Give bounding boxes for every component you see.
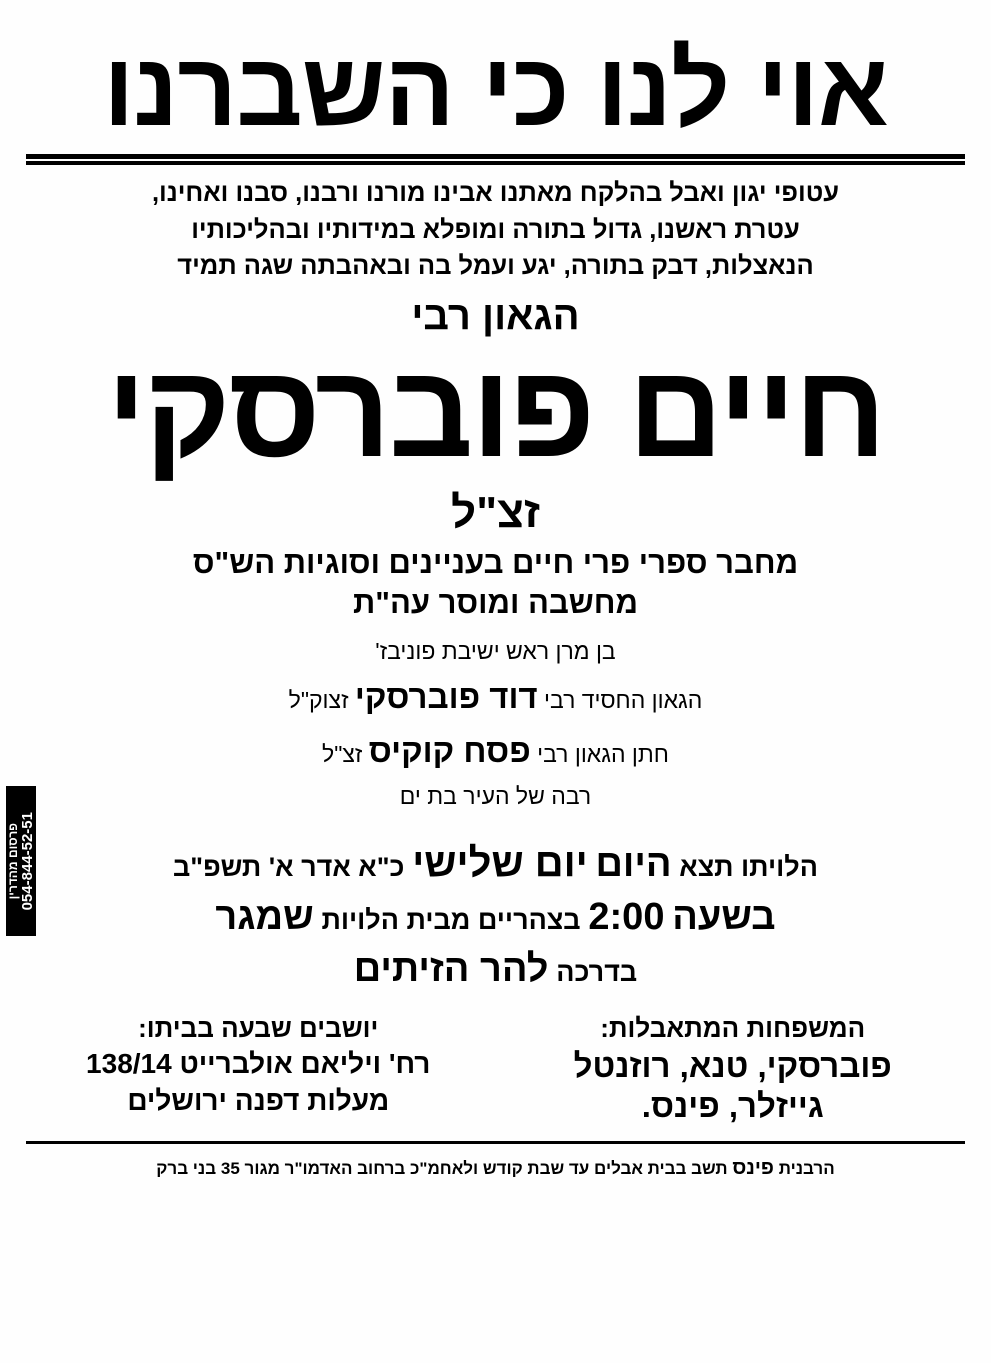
funeral-line-3 [26, 943, 965, 995]
footer-note [26, 1144, 965, 1183]
funeral-time: 2:00 [588, 895, 665, 938]
lineage-father-prefix: הגאון החסיד רבי [544, 687, 703, 714]
mourning-families-line-1: פוברסקי, טנא, רוזנטל [573, 1047, 892, 1085]
funeral-line-1 [26, 836, 965, 891]
footer-rest: תשב בבית אבלים עד שבת קודש ולאחמ"כ ברחוב האדמו"ר מגור 35 בני ברק [156, 1158, 728, 1178]
title-prefix: הגאון רבי [411, 294, 580, 339]
funeral-hall-prefix: בצהריים מבית הלויות [321, 904, 581, 935]
lineage-father-in-law-name: פסח קוקיס [368, 731, 531, 769]
funeral-date: כ"א אדר א' תשפ"ב [173, 851, 405, 882]
funeral-line-1-prefix: הלויתו תצא [679, 851, 818, 882]
page-title: אוי לנו כי השברנו [103, 32, 888, 148]
divider-double-rule [26, 154, 965, 165]
lineage-father-suffix: זצוק"ל [288, 687, 349, 714]
publisher-label: פרסום מהדרין [6, 822, 20, 900]
funeral-time-prefix: בשעה [672, 895, 776, 938]
lineage-father-in-law [26, 726, 965, 776]
funeral-hall: שמגר [215, 895, 314, 938]
shiva-address [26, 1046, 491, 1119]
mourning-families-line-2: גייזלר, פינס. [641, 1087, 824, 1125]
funeral-details [26, 836, 965, 996]
footer-prefix: הרבנית [778, 1158, 835, 1178]
funeral-destination: להר הזיתים [353, 948, 549, 991]
funeral-today: היום [595, 842, 672, 885]
funeral-day: יום שלישי [412, 840, 588, 885]
intro-line-3: הנאצלות, דבק בתורה, יגע ועמל בה ובאהבתה שגה תמיד [177, 251, 814, 280]
books-line-1: מחבר ספרי פרי חיים בעניינים וסוגיות הש"ס [192, 545, 799, 581]
mourning-families-column [501, 1012, 966, 1127]
lineage-father-name: דוד פוברסקי [354, 678, 538, 716]
bottom-columns [26, 1012, 965, 1127]
footer-name: פינס [732, 1156, 774, 1179]
intro-line-2: עטרת ראשנו, גדול בתורה ומופלא במידותיו ובהליכותיו [191, 215, 800, 244]
lineage-father-intro: בן מרן ראש ישיבת פוניבז' [375, 637, 616, 664]
honorific-zatzal: זצ"ל [451, 487, 540, 537]
shiva-header: יושבים שבעה בביתו: [138, 1012, 379, 1043]
mourning-families-header: המשפחות המתאבלות: [600, 1012, 866, 1043]
lineage-father-in-law-role: רבה של העיר בת ים [399, 783, 592, 810]
lineage-block [26, 634, 965, 814]
intro-text [26, 175, 965, 284]
shiva-address-line-1: רח' ויליאם אולברייט 138/14 [86, 1048, 431, 1080]
lineage-father [26, 672, 965, 722]
funeral-line-2 [26, 891, 965, 943]
lineage-father-in-law-suffix: זצ"ל [322, 740, 363, 767]
shiva-address-line-2: מעלות דפנה ירושלים [127, 1084, 390, 1116]
books-authored [26, 543, 965, 624]
deceased-name: חיים פוברסקי [106, 337, 885, 485]
mourning-families-list [501, 1046, 966, 1127]
publisher-stamp [6, 786, 36, 936]
books-line-2: מחשבה ומוסר עה"ת [353, 585, 638, 621]
publisher-phone: 054-844-52-51 [19, 811, 36, 911]
shiva-address-column [26, 1012, 491, 1119]
funeral-route-prefix: בדרכה [556, 957, 638, 988]
lineage-father-in-law-prefix: חתן הגאון רבי [537, 740, 669, 767]
intro-line-1: עטופי יגון ואבל בהלקח מאתנו אבינו מורנו ורבנו, סבנו ואחינו, [151, 179, 840, 208]
